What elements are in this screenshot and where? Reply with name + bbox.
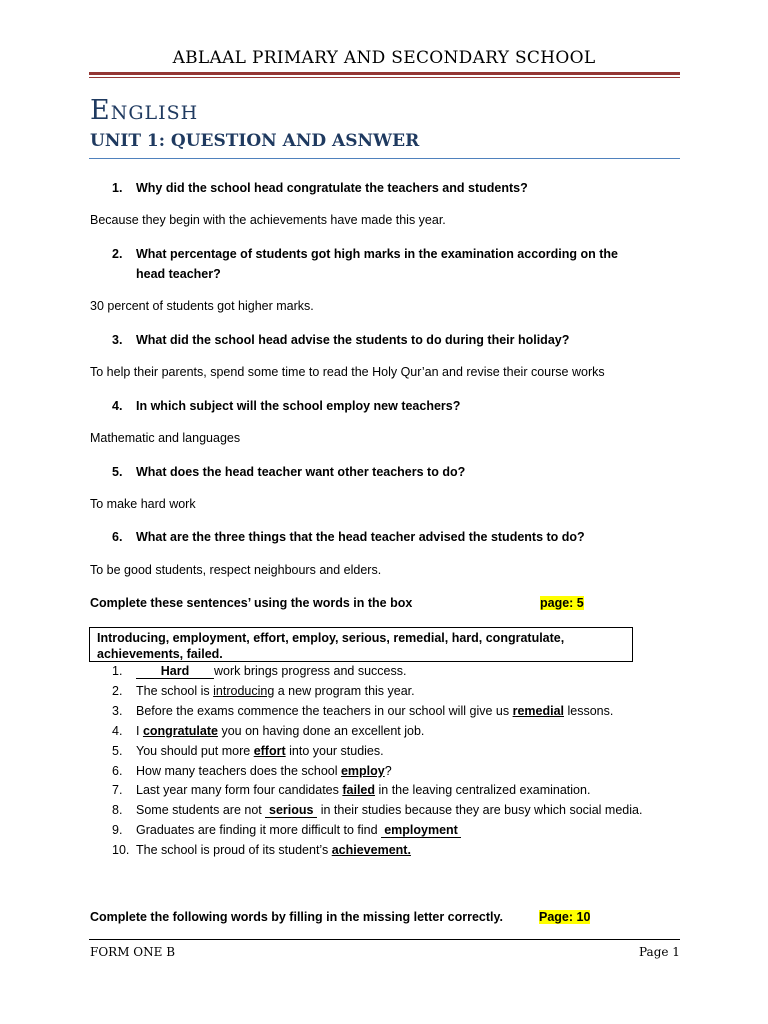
footer-class: FORM ONE B <box>90 945 176 959</box>
unit-title: UNIT 1: QUESTION AND ASNWER <box>90 131 420 151</box>
answer-1: Because they begin with the achievements have made this year. <box>90 213 446 227</box>
answer-4: Mathematic and languages <box>90 431 241 445</box>
unit-rule <box>89 158 680 159</box>
answer-blank: employment <box>381 824 461 838</box>
exercise2-page-ref: Page: 10 <box>539 910 591 924</box>
page-number: Page 1 <box>639 945 680 959</box>
list-item: 4. I congratulate you on having done an excellent job. <box>112 724 425 738</box>
question-4: 4. In which subject will the school employ new teachers? <box>112 399 461 413</box>
exercise1-page-ref: page: 5 <box>540 596 584 610</box>
answer-blank: employ <box>340 764 385 778</box>
school-name: ABLAAL PRIMARY AND SECONDARY SCHOOL <box>172 48 596 68</box>
question-3: 3. What did the school head advise the students to do during their holiday? <box>112 333 570 347</box>
list-item: 10. The school is proud of its student’s achievement. <box>112 843 411 857</box>
list-item: 1. Hard work brings progress and success. <box>112 664 407 678</box>
answer-blank: Hard <box>136 665 214 679</box>
answer-3: To help their parents, spend some time to read the Holy Qur’an and revise their course works <box>90 365 605 379</box>
answer-blank: remedial <box>512 704 564 718</box>
header-rule <box>89 72 680 78</box>
footer-rule <box>89 939 680 940</box>
question-1: 1. Why did the school head congratulate the teachers and students? <box>112 181 528 195</box>
list-item: 3. Before the exams commence the teachers in our school will give us remedial lessons. <box>112 704 614 718</box>
exercise2-instruction: Complete the following words by filling in the missing letter correctly. <box>90 910 504 924</box>
question-2: 2. What percentage of students got high marks in the examination according on the head teacher? <box>112 247 619 281</box>
answer-blank: effort <box>253 744 286 758</box>
list-item: 8. Some students are not serious in their studies because they are busy which social media. <box>112 803 643 817</box>
answer-5: To make hard work <box>90 497 196 511</box>
answer-2: 30 percent of students got higher marks. <box>90 299 314 313</box>
exercise1-instruction: Complete these sentences’ using the words in the box <box>90 596 413 610</box>
question-6: 6. What are the three things that the head teacher advised the students to do? <box>112 530 585 544</box>
list-item: 5. You should put more effort into your studies. <box>112 744 384 758</box>
list-item: 2. The school is introducing a new program this year. <box>112 684 415 698</box>
word-box: Introducing, employment, effort, employ, serious, remedial, hard, congratulate, achievements, failed. <box>89 627 633 662</box>
answer-blank: achievement. <box>331 843 411 857</box>
answer-6: To be good students, respect neighbours and elders. <box>90 563 382 577</box>
question-5: 5. What does the head teacher want other teachers to do? <box>112 465 466 479</box>
answer-blank: failed <box>342 783 376 797</box>
answer-blank: congratulate <box>142 724 218 738</box>
subject-title: English <box>90 95 199 126</box>
answer-blank: serious <box>265 804 317 818</box>
list-item: 9. Graduates are finding it more difficult to find employment <box>112 823 672 838</box>
list-item: 6. How many teachers does the school employ? <box>112 764 392 778</box>
list-item: 7. Last year many form four candidates failed in the leaving centralized examination. <box>112 783 591 797</box>
answer-blank: introducing <box>213 684 275 698</box>
